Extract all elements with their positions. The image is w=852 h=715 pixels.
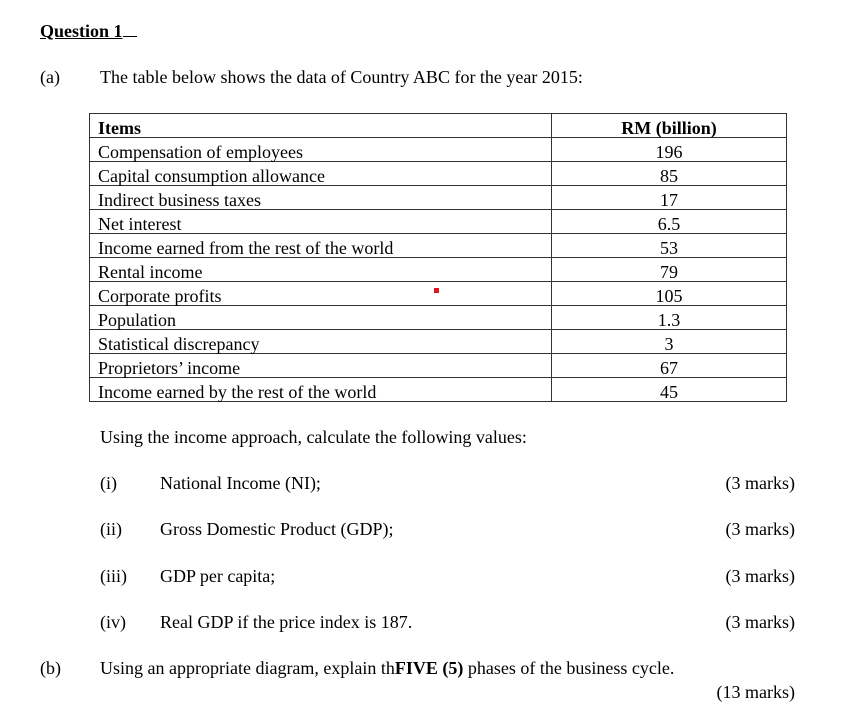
subquestion-number: (iii) [100, 566, 127, 586]
subquestion-marks: (3 marks) [725, 612, 795, 632]
row-item: Population [90, 306, 552, 330]
column-header-items: Items [90, 114, 552, 138]
row-item: Income earned from the rest of the world [90, 234, 552, 258]
row-value: 196 [552, 138, 787, 162]
part-b-marks: (13 marks) [716, 682, 795, 702]
part-b-text-bold: FIVE (5) [394, 658, 464, 678]
subquestion-number: (i) [100, 473, 117, 493]
row-item: Capital consumption allowance [90, 162, 552, 186]
row-item: Proprietors’ income [90, 354, 552, 378]
table-row [90, 258, 787, 282]
table-header-row [90, 114, 787, 138]
red-dot-mark [434, 288, 439, 293]
part-b-text [100, 659, 674, 677]
row-value: 105 [552, 282, 787, 306]
table-row [90, 234, 787, 258]
subquestion-number: (iv) [100, 612, 126, 632]
row-item: Statistical discrepancy [90, 330, 552, 354]
part-a-instruction: Using the income approach, calculate the following values: [100, 427, 527, 447]
table-row [90, 330, 787, 354]
part-a-label: (a) [40, 67, 60, 87]
data-table [89, 113, 787, 402]
row-value: 53 [552, 234, 787, 258]
question-heading [40, 20, 137, 40]
row-item: Indirect business taxes [90, 186, 552, 210]
row-item: Net interest [90, 210, 552, 234]
part-b-text-post: phases of the business cycle. [463, 658, 675, 678]
row-value: 17 [552, 186, 787, 210]
subquestion-text: GDP per capita; [160, 566, 276, 586]
part-a-intro: The table below shows the data of Country ABC for the year 2015: [100, 67, 583, 87]
row-value: 45 [552, 378, 787, 402]
row-value: 79 [552, 258, 787, 282]
row-item: Corporate profits [90, 282, 552, 306]
question-heading-text: Question 1 [40, 21, 123, 41]
subquestion-marks: (3 marks) [725, 519, 795, 539]
table-row [90, 186, 787, 210]
row-value: 1.3 [552, 306, 787, 330]
subquestion-text: Gross Domestic Product (GDP); [160, 519, 394, 539]
heading-underline-trail [123, 20, 137, 37]
subquestion-text: Real GDP if the price index is 187. [160, 612, 413, 632]
row-value: 67 [552, 354, 787, 378]
part-b-label: (b) [40, 658, 61, 678]
table-row [90, 210, 787, 234]
subquestion-number: (ii) [100, 519, 122, 539]
table-row [90, 378, 787, 402]
row-value: 3 [552, 330, 787, 354]
part-b-text-pre: Using an appropriate diagram, explain th [100, 658, 395, 678]
row-item: Income earned by the rest of the world [90, 378, 552, 402]
table-row [90, 162, 787, 186]
table-row [90, 138, 787, 162]
table-row [90, 306, 787, 330]
row-item: Rental income [90, 258, 552, 282]
row-value: 6.5 [552, 210, 787, 234]
table-row [90, 354, 787, 378]
column-header-value: RM (billion) [552, 114, 787, 138]
subquestion-text: National Income (NI); [160, 473, 321, 493]
row-value: 85 [552, 162, 787, 186]
subquestion-marks: (3 marks) [725, 566, 795, 586]
row-item: Compensation of employees [90, 138, 552, 162]
subquestion-marks: (3 marks) [725, 473, 795, 493]
table-row [90, 282, 787, 306]
